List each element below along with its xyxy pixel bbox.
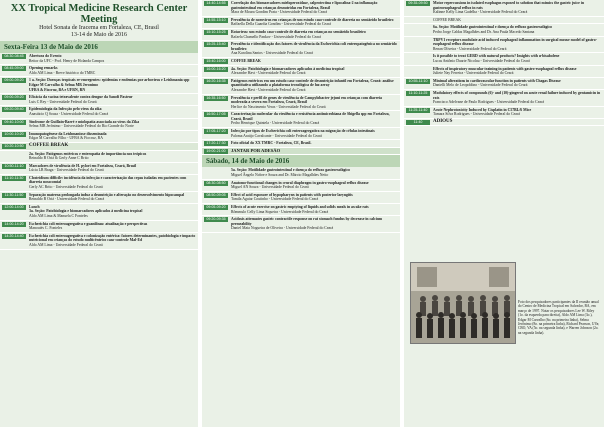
closing-label: ADIOUS [433,118,453,124]
time-badge: 10:55-11:10 [406,79,430,84]
item-content [29,77,198,93]
item-speaker: Herlice do Nascimento Veras - Universidade Federal do Ceará [231,104,326,109]
item-title: Escherichia coli enteroagregativa e guanilinas: atualização e perspectivas [29,221,148,226]
schedule-item [0,106,198,118]
item-title: Escherichia coli enteroagregativa e colonização entérica: fatores determinantes, patobiologia e impacto nutricional em crianças do estudo multicêntrico caso-controle Mal-Ed [29,233,196,243]
item-speaker: Anastácio Q Sousa - Universidade Federal do Ceará [29,111,109,116]
item-content [231,192,400,203]
item-content [231,180,400,191]
time-badge: 09:05-09:20 [204,205,228,210]
item-speaker: Danielli Melo de Leopoldino - Universidade Federal do Ceará [433,83,528,88]
item-content [433,24,604,35]
schedule-item [404,66,604,78]
item-speaker: Daniel Maia Nogueira de Oliveira - Universidade Federal do Ceará [231,226,334,231]
item-speaker: Gerly AC Brito - Universidade Federal do Ceará [29,185,103,190]
item-speaker: Juliete Nay Ferreira - Universidade Federal do Ceará [433,71,514,76]
day-header-friday: Sexta-Feira 13 de Maio de 2016 [0,41,198,53]
schedule-item [202,180,400,192]
item-content [433,37,604,53]
item-content [433,17,604,24]
column-right [404,0,604,427]
item-title: Patógenos entéricos em um estudo caso-controle de desnutrição infantil em Fortaleza, Ceará: análise quantitativa utilizando a plataforma tecnológica de luz array [231,78,394,88]
venue-line: Hotel Sonata de Iracema em Fortaleza, CE, Brasil [39,25,159,31]
item-speaker: Raffaella Della Guardia Gondim - Universidade Federal do Ceará [231,22,331,27]
schedule-item [202,95,400,112]
item-speaker: Aldo AM Lima - Breve histórico do TMRC [29,70,96,75]
time-badge: 19:00-21:00 [204,149,228,154]
time-badge: 08:30-08:45 [2,54,26,59]
time-badge: 14:20-14:40 [2,234,26,239]
time-badge: 11:10-11:30 [2,176,26,181]
time-badge: 10:20-10:50 [2,144,26,149]
item-speaker: Mara de Moura Gondim Prata - Universidade Federal do Ceará [231,10,328,15]
time-badge: 14:00-14:20 [2,222,26,227]
item-title: Correlação dos biomarcadores mieloperoxidase, calprotectina e lipocalina-2 na inflamação gastrointestinal em crianças desnutridas em Fortaleza, Brasil [231,1,378,10]
item-content [29,119,198,130]
item-speaker: Alexandre Havt - Universidade Federal do Ceará [231,87,306,92]
schedule-list [202,0,400,148]
time-badge: 12:00-14:00 [2,205,26,210]
time-badge: 09:35-09:50 [406,1,430,6]
item-content [231,216,400,232]
item-title: Infecção por tipos de Escherichia coli enteroagregativa na migração de células intestinais [231,129,375,134]
item-content [433,0,604,16]
item-title: Caracterização molecular da virulência e resistência antimicrobiana de Shigella spp em Fortaleza, Ceará, Brasil [231,112,390,121]
item-speaker: Francisco Adelvane de Paulo Rodrigues - Universidade Federal do Ceará [433,100,545,105]
schedule-item [404,107,604,119]
item-content [29,151,198,162]
item-content [29,94,198,105]
schedule-item [0,204,198,221]
item-speaker: Reinaldo B Oriá - Universidade Federal do Ceará [29,197,105,202]
schedule-list [404,0,604,119]
item-title: Anatomo-functional changes in crural diaphragm in gastro-esophageal reflux disease [231,180,369,185]
item-speaker: Alexandre Havt - Universidade Federal do Ceará [231,71,306,76]
item-title: Eficácia da vacina tetravalente contra dengue da Sanofi Pasteur [29,95,133,100]
schedule-list [0,151,198,250]
item-speaker: Renan Oliveira - Universidade Federal do Ceará [433,46,507,51]
item-title: 3a. Seção: Patobiologia e biomarcadores aplicados à medicina tropical [29,209,143,214]
time-badge: 11:40 [406,120,430,125]
item-speaker: Pedro Henrique Quintela - Universidade Federal do Ceará [231,121,320,126]
item-title: Foto oficial do XX TMRC - Fortaleza, CE, Brasil. [231,141,312,146]
item-content [231,167,400,178]
item-content [433,66,604,77]
item-speaker: Tamara Silva Rodrigues - Universidade Federal do Ceará [433,112,520,117]
item-content [29,53,198,64]
item-title: Prevalência e identificação dos fatores de virulência da Escherichia coli enteropatogênica no semiárido brasileiro [231,42,397,51]
item-title: Acidosis attenuates gastric contractile response on rat stomach fundus by decrease in calcium permeability [231,217,383,226]
item-content [231,78,400,94]
schedule-item [202,128,400,140]
time-badge: 16:35-16:50 [204,96,228,101]
item-title: 1 a. Seção: Doenças tropicais re-emergentes: epidemias e endemias por arbovirus e Leishmania spp [29,78,190,83]
time-badge: 14:55-15:10 [204,18,228,23]
item-speaker: Pedro Jorge Caldas Magalhães and Dr. Ana Paula Macedo Santana [433,29,535,34]
item-speaker: Lucas Antônio Duarte Nicolau - Universidade Federal do Ceará [433,58,530,63]
schedule-item [0,221,198,233]
item-speaker: Reinaldo B Oriá & Gerly Anne C Brito [29,156,89,161]
item-content [29,204,198,220]
item-title: Rotavírus: um estudo caso-controle de diarreia em crianças no semiárido brasileiro [231,29,366,34]
item-content [231,95,400,111]
schedule-item [0,163,198,175]
schedule-item [0,131,198,143]
item-content [29,106,198,117]
dinner-row [202,148,400,156]
schedule-item [202,192,400,204]
time-badge: 11:30-11:50 [2,193,26,198]
item-title: Lunch [29,204,40,209]
schedule-item [202,140,400,148]
item-title: Síndrome de Guillain-Barré e miolopatia associada ao vírus da Zika [29,119,140,124]
schedule-list [0,53,198,143]
time-badge: 10:00-10:20 [2,132,26,137]
item-content [433,90,604,106]
item-content [231,204,400,215]
time-badge: 15:25-15:40 [204,42,228,47]
time-badge: 09:00-09:20 [2,95,26,100]
item-title: Effects of inspiratory muscular training in patients with gastro-esophageal reflux disease [433,66,577,71]
item-speaker: Luis C Rey - Universidade Federal do Ceará [29,99,97,104]
time-badge: 08:45-09:00 [2,66,26,71]
time-badge: 16:00-16:20 [204,67,228,72]
item-title: Effect of acid exposure of hypopharynx in patients with posterior laryngitis [231,192,353,197]
time-badge: 14:40-14:55 [204,1,228,6]
time-badge: 09:40-10:00 [2,120,26,125]
item-title: Prevalência e perfil de genes de virulência de Campylobacter jejuni em crianças com diarreia moderada a severa em Fortaleza, Ceará, Brasil [231,95,382,105]
item-speaker: Aldo AM Lima - Universidade Federal do Ceará [29,243,103,247]
schedule-item [202,29,400,41]
item-title: COFFEE BREAK [231,58,261,63]
time-badge: 16:50-17:05 [204,112,228,117]
schedule-item [404,37,604,54]
item-speaker: Rômmulo Celly Lima Siqueira - Universidade Federal do Ceará [231,209,329,214]
schedule-item [0,119,198,131]
item-title: Acute Nephrotoxicity Induced by Cisplatin in C57BL/6 Mice [433,107,532,112]
item-content [231,17,400,28]
schedule-item [202,111,400,128]
item-speaker: Miguel Ângelo Nobre e Souza and Dr. Márcio Magalhães Netto [231,173,329,178]
schedule-item [202,204,400,216]
time-badge: 09:00-09:20 [2,78,26,83]
schedule-item [404,53,604,65]
schedule-item [202,167,400,179]
item-title: Epidemiologia da Infecção pelo vírus da zika [29,107,102,112]
item-speaker: Paloma Araújo Cavalcante - Universidade Federal do Ceará [231,133,322,138]
time-badge: 17:05-17:20 [204,129,228,134]
dates-line: 13-14 de Maio de 2016 [71,32,127,38]
schedule-item [404,0,604,17]
item-title: TRPV1 receptors modulate acid induced esophageal inflammation in surgical mouse model of gastro-esophageal reflux disease [433,37,597,47]
time-badge: 11:25-11:40 [406,108,430,113]
item-title: Is it possible to treat GERD with natural products? Insights with α-bisabolene [433,54,560,59]
item-content [433,53,604,64]
time-badge: 16:20-16:35 [204,79,228,84]
item-title: UFBA & Fiocruz, BA e UFRN, RN [29,87,86,92]
time-badge: 15:40-16:00 [204,59,228,64]
item-speaker: Edgar M Carvalho Filho - UFBA & Fiocruz, BA [29,136,103,141]
item-title: Edgar M Carvalho & Selma MB Jeronimo [29,82,99,87]
page-title: XX Tropical Medicine Research Center Meeting [10,3,188,25]
item-content [231,66,400,77]
item-title: 6a. Seção: Motilidade gastrointestinal e doença do refluxo gastroesofágico [433,25,553,30]
item-content [231,111,400,127]
time-badge: 15:10-15:25 [204,30,228,35]
item-title: Prevalência de norovírus em crianças de um estudo caso-controle de diarreia no semiárido brasileiro [231,17,394,22]
item-title: Opening remarks [29,66,58,71]
time-badge: 08:30-08:50 [204,181,228,186]
item-speaker: Lúcia LB Braga - Universidade Federal do Ceará [29,168,104,173]
schedule-item [0,77,198,94]
schedule-item [202,58,400,66]
time-badge: 09:20-09:35 [204,217,228,222]
item-content [29,233,198,249]
item-title: Separação materna prolongada induz a desnutrição e alteração no desenvolvimento hipocampal [29,192,185,197]
schedule-item [0,53,198,65]
closing-row [404,119,604,127]
item-speaker: COFFEE BREAK [433,17,461,22]
schedule-item [404,24,604,36]
schedule-list [202,167,400,233]
schedule-item [202,216,400,233]
item-speaker: Tamila Aguiar Coutinho - Universidade Federal do Ceará [231,197,319,202]
item-content [433,78,604,89]
item-content [29,65,198,76]
page-header [0,0,198,41]
item-speaker: Miguel AN Souza - Universidade Federal do Ceará [231,185,309,190]
item-title: Effects of acute exercise on gastric emptying of liquids and solids meals in awake rats [231,205,369,209]
item-content [29,221,198,232]
group-photo [410,262,516,344]
item-content [231,140,400,147]
item-title: 4a. Seção: Patobiologia e biomarcadores aplicados à medicina tropical [231,66,345,71]
schedule-item [404,78,604,90]
dinner-label: JANTAR POR ADESÃO [231,147,281,153]
schedule-item [0,94,198,106]
coffee-break-label: COFFEE BREAK [29,142,69,148]
time-badge: 11:10-11:25 [406,91,430,96]
time-badge: 17:20-17:30 [204,141,228,146]
column-middle [202,0,400,427]
time-badge: 10:50-11:10 [2,164,26,169]
item-content [231,128,400,139]
item-title: Marcadores de virulência de H. pylori em Fortaleza, Ceará, Brasil [29,163,137,168]
schedule-item [202,78,400,95]
item-speaker: Reitor da UFC - Prof. Henry de Holanda Campos [29,58,105,63]
schedule-item [404,90,604,107]
time-badge: 09:20-09:40 [2,107,26,112]
column-left [0,0,198,427]
schedule-item [202,66,400,78]
item-content [433,107,604,118]
photo-caption: Foto dos pesquisadores participantes da II reunião anual do Centro de Medicina Tropical em Salvador, BA, em março de 1997. Notar os pesquisadores Lee W. Riley (1o. da esquerda para direita), Aldo AM Lima (3o.), Edgar M Carvalho (6o. na primeira linha), Selma Jerônimo (8o. na primeira linha), Richard Pearson, UVa; CBO, VA (5o. na segunda linha), e Warren Johnson (2o. na segunda linha). [518,300,600,335]
item-title: 2a. Seção: Patógenos entéricos e enteropatia de importância nos trópicos [29,151,147,156]
item-speaker: Selma MB Jerônimo - Universidade Federal do Rio Grande do Norte [29,124,134,129]
item-content [29,131,198,142]
item-content [231,41,400,57]
schedule-item [0,65,198,77]
coffee-break-row [0,143,198,151]
item-title: 5a. Seção: Motilidade gastrointestinal e doença do refluxo gastroesofágico [231,168,351,173]
item-title: Imunopatogênese da Leishmaniose disseminada [29,131,107,136]
item-content [29,192,198,203]
schedule-item [0,175,198,192]
schedule-item [404,17,604,25]
schedule-item [0,151,198,163]
schedule-item [0,233,198,250]
item-content [231,29,400,40]
item-speaker: Manoutés C. Fonteles [29,226,63,231]
schedule-item [202,17,400,29]
item-content [231,58,400,65]
schedule-item [0,192,198,204]
item-speaker: Aldo AM Lima & Manuela C Fonteles [29,214,88,219]
item-content [29,163,198,174]
time-badge: 08:50-09:05 [204,193,228,198]
item-title: Motor repercussions in isolated esophagus exposed to solution that mimics the gastric juice in gastroesophageal reflux in rats [433,1,584,10]
item-title: Clostridium difficile: incidência da infecção e caracterização das cepas isoladas em pacientes com diarreia nosocomial [29,175,187,185]
item-content [231,0,400,16]
day-header-saturday: Sábado, 14 de Maio de 2016 [202,155,400,167]
item-speaker: Rafaela Chamello Pankov - Universidade Federal do Ceará [231,34,321,39]
item-title: Modulatory effects of compounds (6)- and (10)-gingerol on acute renal failure induced by gentamicin in rats [433,90,601,100]
schedule-item [202,0,400,17]
item-title: Abertura do Evento [29,54,62,58]
item-title: Minimal alterations in cardiovascular function in patients with Chagas Disease [433,78,561,83]
item-content [29,175,198,191]
item-speaker: Kalinne Kelly Lima Gadelha - Universidade Federal do Ceará [433,10,528,15]
schedule-item [202,41,400,58]
item-speaker: Ana Karolina Santos - Universidade Federal do Ceará [231,51,313,56]
